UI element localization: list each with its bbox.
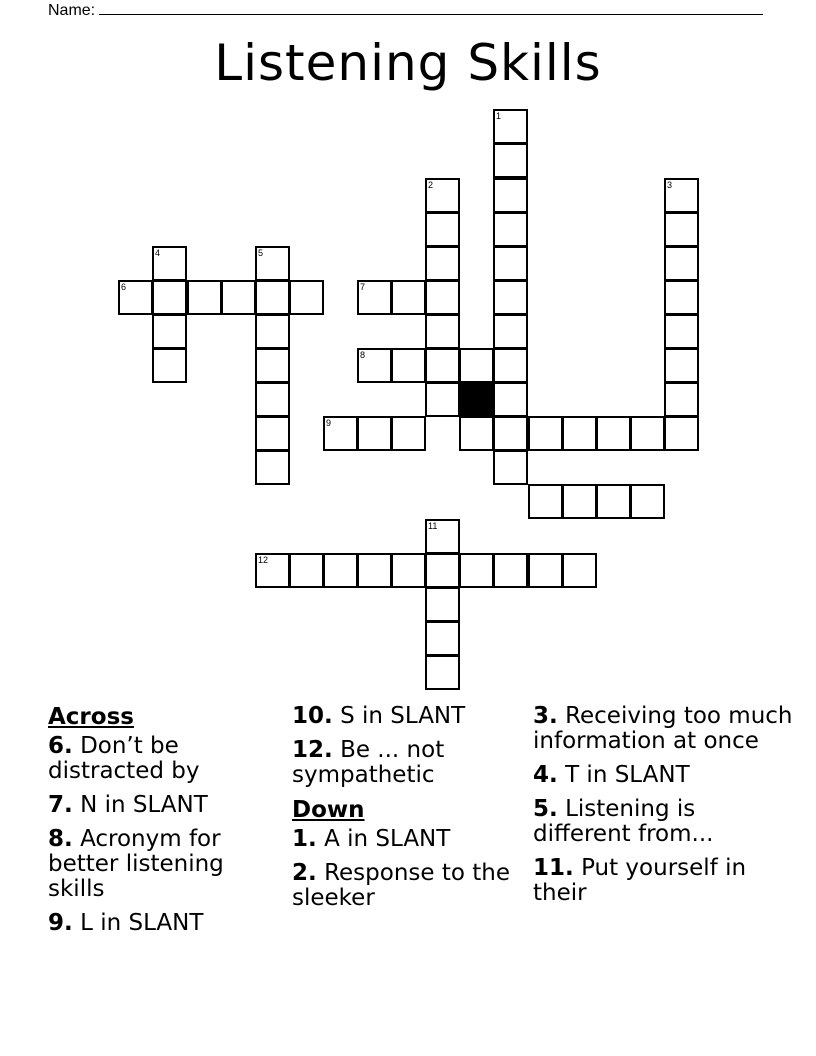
across-heading: Across (48, 704, 134, 730)
grid-cell[interactable] (425, 212, 460, 247)
grid-cell[interactable] (187, 280, 222, 315)
grid-cell[interactable] (596, 416, 631, 451)
name-label: Name: (48, 2, 96, 19)
grid-cell[interactable] (255, 553, 290, 588)
grid-cell[interactable] (255, 280, 290, 315)
clue-across-7 (48, 793, 286, 818)
clue-text: Response to the sleeker (292, 860, 510, 911)
clue-number: 9. (48, 910, 73, 936)
grid-cell[interactable] (528, 553, 563, 588)
grid-cell[interactable] (664, 314, 699, 349)
clue-across-10 (292, 704, 528, 729)
clue-across-12 (292, 738, 528, 788)
grid-cell[interactable] (664, 212, 699, 247)
grid-cell[interactable] (528, 416, 563, 451)
grid-cell[interactable] (493, 212, 528, 247)
cell-number: 1 (496, 111, 502, 121)
clue-text: A in SLANT (324, 826, 451, 852)
clue-number: 5. (533, 796, 558, 822)
grid-cell[interactable] (493, 246, 528, 281)
clue-across-8 (48, 827, 286, 902)
clue-number: 6. (48, 733, 73, 759)
grid-cell[interactable] (425, 348, 460, 383)
clue-text: S in SLANT (340, 703, 466, 729)
clue-number: 2. (292, 860, 317, 886)
grid-cell[interactable] (562, 416, 597, 451)
grid-cell[interactable] (562, 553, 597, 588)
clue-text: Receiving too much information at once (533, 703, 793, 754)
clue-number: 7. (48, 792, 73, 818)
clue-text: Be ... not sympathetic (292, 737, 445, 788)
clue-down-2 (292, 861, 528, 911)
grid-cell[interactable] (425, 246, 460, 281)
clue-column-2 (292, 704, 528, 920)
grid-cell[interactable] (255, 246, 290, 281)
grid-cell[interactable] (221, 280, 256, 315)
cell-number: 6 (121, 282, 127, 292)
cell-number: 9 (326, 418, 332, 428)
clue-number: 1. (292, 826, 317, 852)
grid-cell[interactable] (391, 416, 426, 451)
grid-cell[interactable] (459, 416, 494, 451)
grid-cell[interactable] (289, 553, 324, 588)
grid-cell[interactable] (255, 416, 290, 451)
puzzle-title: Listening Skills (214, 34, 602, 92)
grid-cell[interactable] (493, 109, 528, 144)
clue-number: 10. (292, 703, 333, 729)
down-heading: Down (292, 797, 365, 823)
grid-cell[interactable] (152, 348, 187, 383)
clue-text: Put yourself in their (533, 855, 747, 906)
cell-number: 8 (360, 350, 366, 360)
cell-number: 2 (428, 180, 434, 190)
grid-cell[interactable] (152, 246, 187, 281)
grid-cell[interactable] (596, 484, 631, 519)
grid-cell[interactable] (664, 246, 699, 281)
cell-number: 3 (667, 180, 673, 190)
grid-cell[interactable] (391, 280, 426, 315)
grid-cell[interactable] (391, 553, 426, 588)
grid-cell[interactable] (425, 621, 460, 656)
clue-number: 11. (533, 855, 574, 881)
clue-down-11 (533, 856, 795, 906)
grid-cell[interactable] (152, 314, 187, 349)
grid-cell[interactable] (493, 178, 528, 213)
clue-column-1 (48, 704, 286, 945)
grid-cell[interactable] (459, 553, 494, 588)
grid-cell[interactable] (664, 280, 699, 315)
clue-text: N in SLANT (80, 792, 208, 818)
grid-cell[interactable] (630, 484, 665, 519)
grid-cell[interactable] (562, 484, 597, 519)
grid-cell[interactable] (425, 519, 460, 554)
grid-cell[interactable] (425, 280, 460, 315)
cell-number: 4 (155, 248, 161, 258)
grid-cell[interactable] (493, 348, 528, 383)
grid-cell[interactable] (357, 553, 392, 588)
clue-text: T in SLANT (565, 762, 690, 788)
grid-cell[interactable] (493, 553, 528, 588)
clue-number: 8. (48, 826, 73, 852)
grid-cell[interactable] (493, 314, 528, 349)
clue-text: Acronym for better listening skills (48, 826, 224, 902)
grid-cell[interactable] (255, 314, 290, 349)
cell-number: 5 (258, 248, 264, 258)
clue-text: Listening is different from... (533, 796, 714, 847)
grid-cell[interactable] (152, 280, 187, 315)
grid-cell[interactable] (118, 280, 153, 315)
cell-number: 11 (428, 521, 438, 531)
black-square (459, 382, 494, 417)
grid-cell[interactable] (664, 416, 699, 451)
grid-cell[interactable] (630, 416, 665, 451)
clue-down-4 (533, 763, 795, 788)
grid-cell[interactable] (425, 314, 460, 349)
grid-cell[interactable] (425, 382, 460, 417)
clue-number: 4. (533, 762, 558, 788)
grid-cell[interactable] (357, 348, 392, 383)
grid-cell[interactable] (459, 348, 494, 383)
grid-cell[interactable] (664, 178, 699, 213)
grid-cell[interactable] (323, 553, 358, 588)
clue-text: Don’t be distracted by (48, 733, 200, 784)
grid-cell[interactable] (493, 280, 528, 315)
clue-down-5 (533, 797, 795, 847)
grid-cell[interactable] (425, 178, 460, 213)
grid-cell[interactable] (425, 655, 460, 690)
grid-cell[interactable] (425, 553, 460, 588)
grid-cell[interactable] (664, 348, 699, 383)
grid-cell[interactable] (391, 348, 426, 383)
grid-cell[interactable] (664, 382, 699, 417)
grid-cell[interactable] (493, 416, 528, 451)
clue-column-3 (533, 704, 795, 915)
clue-across-9 (48, 911, 286, 936)
cell-number: 12 (258, 555, 269, 565)
grid-cell[interactable] (528, 484, 563, 519)
grid-cell[interactable] (357, 416, 392, 451)
grid-cell[interactable] (289, 280, 324, 315)
grid-cell[interactable] (323, 416, 358, 451)
grid-cell[interactable] (493, 382, 528, 417)
clue-down-1 (292, 827, 528, 852)
clue-down-3 (533, 704, 795, 754)
grid-cell[interactable] (255, 450, 290, 485)
clue-across-6 (48, 734, 286, 784)
clue-number: 3. (533, 703, 558, 729)
grid-cell[interactable] (255, 348, 290, 383)
clue-text: L in SLANT (80, 910, 204, 936)
grid-cell[interactable] (425, 587, 460, 622)
clue-number: 12. (292, 737, 333, 763)
grid-cell[interactable] (357, 280, 392, 315)
grid-cell[interactable] (255, 382, 290, 417)
grid-cell[interactable] (493, 450, 528, 485)
cell-number: 7 (360, 282, 366, 292)
grid-cell[interactable] (493, 143, 528, 178)
